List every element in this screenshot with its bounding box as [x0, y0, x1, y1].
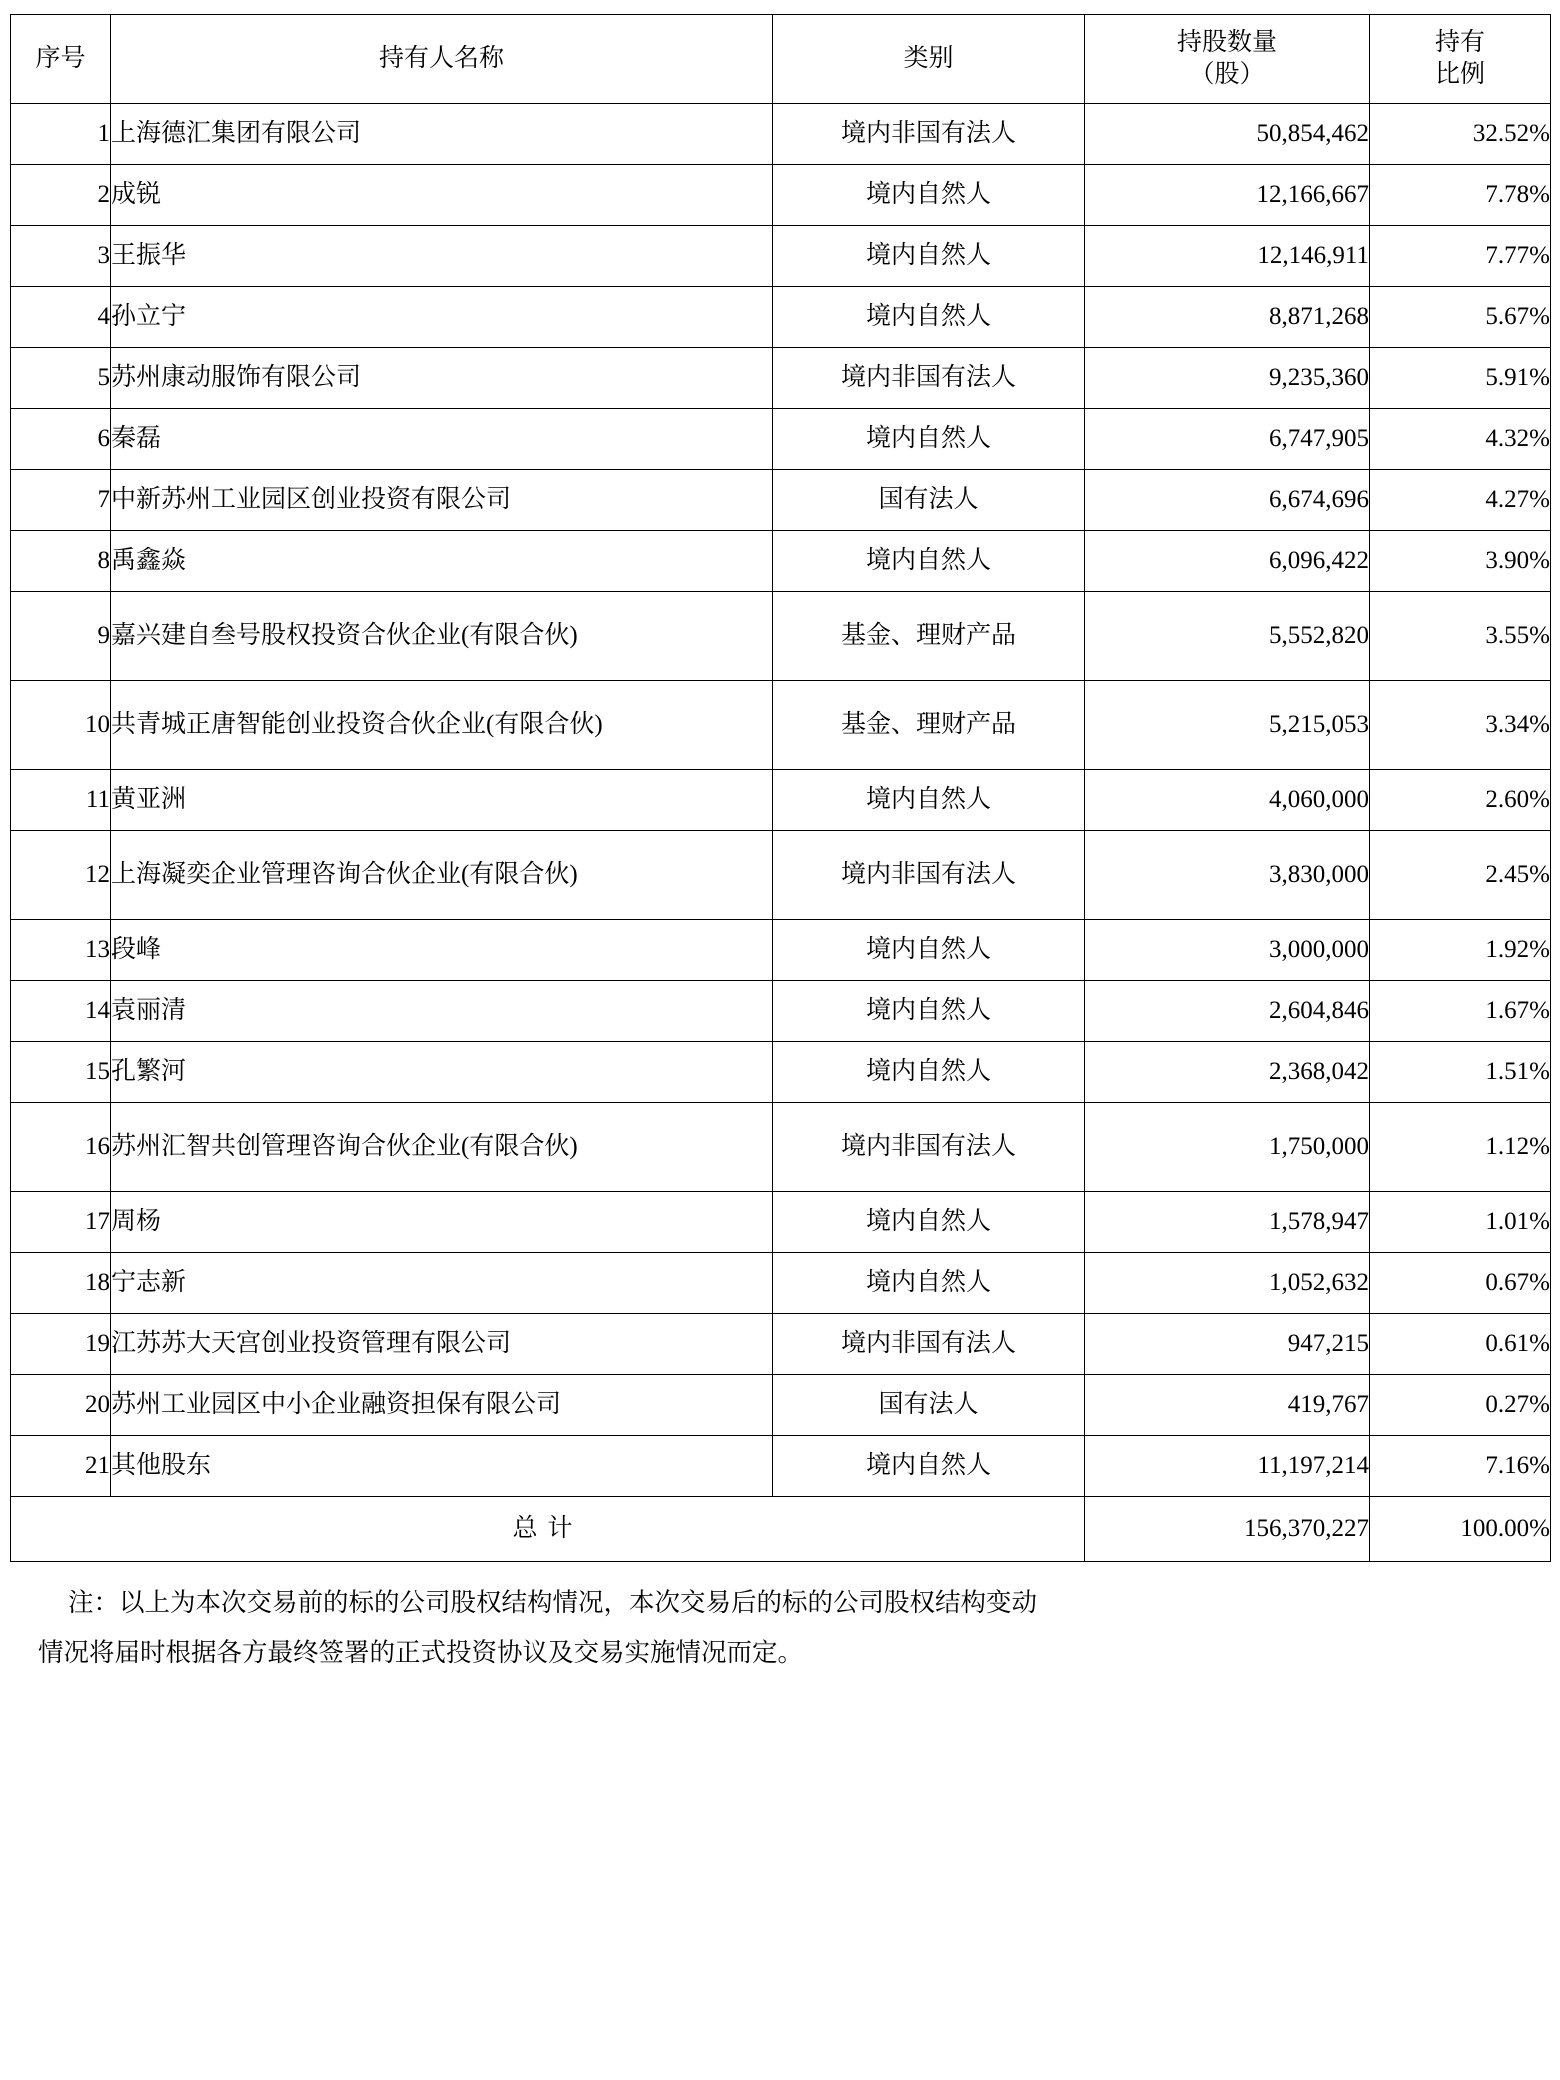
- cell-shares: 1,750,000: [1085, 1103, 1370, 1192]
- cell-shares: 3,830,000: [1085, 831, 1370, 920]
- cell-holder: 袁丽清: [111, 981, 773, 1042]
- table-row: [11, 592, 1551, 681]
- table-row: [11, 348, 1551, 409]
- cell-index: 6: [11, 409, 111, 470]
- column-header-shares-line1: 持股数量: [1176, 29, 1277, 56]
- cell-category: 境内自然人: [773, 1042, 1085, 1103]
- cell-index: 11: [11, 770, 111, 831]
- cell-holder: 苏州康动服饰有限公司: [111, 348, 773, 409]
- cell-holder: 宁志新: [111, 1253, 773, 1314]
- cell-ratio: 7.77%: [1370, 226, 1551, 287]
- table-row: [11, 226, 1551, 287]
- cell-category: 境内非国有法人: [773, 1314, 1085, 1375]
- cell-ratio: 3.34%: [1370, 681, 1551, 770]
- cell-ratio: 1.51%: [1370, 1042, 1551, 1103]
- cell-ratio: 0.67%: [1370, 1253, 1551, 1314]
- table-row: [11, 104, 1551, 165]
- cell-index: 2: [11, 165, 111, 226]
- cell-category: 境内非国有法人: [773, 104, 1085, 165]
- cell-category: 国有法人: [773, 1375, 1085, 1436]
- cell-index: 13: [11, 920, 111, 981]
- cell-shares: 11,197,214: [1085, 1436, 1370, 1497]
- cell-shares: 2,604,846: [1085, 981, 1370, 1042]
- table-row: [11, 681, 1551, 770]
- cell-holder: 王振华: [111, 226, 773, 287]
- cell-index: 21: [11, 1436, 111, 1497]
- cell-shares: 947,215: [1085, 1314, 1370, 1375]
- column-header-ratio: [1370, 15, 1551, 104]
- table-row: [11, 920, 1551, 981]
- cell-shares: 9,235,360: [1085, 348, 1370, 409]
- cell-holder: 江苏苏大天宫创业投资管理有限公司: [111, 1314, 773, 1375]
- total-ratio: 100.00%: [1370, 1497, 1551, 1562]
- cell-ratio: 5.67%: [1370, 287, 1551, 348]
- cell-ratio: 1.67%: [1370, 981, 1551, 1042]
- cell-index: 12: [11, 831, 111, 920]
- table-note: [10, 1578, 1550, 1677]
- table-header: [11, 15, 1551, 104]
- cell-shares: 5,215,053: [1085, 681, 1370, 770]
- cell-index: 18: [11, 1253, 111, 1314]
- table-row: [11, 831, 1551, 920]
- cell-holder: 中新苏州工业园区创业投资有限公司: [111, 470, 773, 531]
- cell-holder: 共青城正唐智能创业投资合伙企业(有限合伙): [111, 681, 773, 770]
- cell-ratio: 4.32%: [1370, 409, 1551, 470]
- table-row: [11, 531, 1551, 592]
- cell-shares: 3,000,000: [1085, 920, 1370, 981]
- cell-index: 20: [11, 1375, 111, 1436]
- table-row: [11, 409, 1551, 470]
- table-row: [11, 1192, 1551, 1253]
- cell-shares: 50,854,462: [1085, 104, 1370, 165]
- cell-category: 境内自然人: [773, 165, 1085, 226]
- cell-holder: 成锐: [111, 165, 773, 226]
- cell-ratio: 2.45%: [1370, 831, 1551, 920]
- cell-index: 9: [11, 592, 111, 681]
- cell-index: 3: [11, 226, 111, 287]
- cell-ratio: 1.01%: [1370, 1192, 1551, 1253]
- cell-holder: 孔繁河: [111, 1042, 773, 1103]
- cell-holder: 嘉兴建自叁号股权投资合伙企业(有限合伙): [111, 592, 773, 681]
- column-header-shares: [1085, 15, 1370, 104]
- cell-shares: 6,747,905: [1085, 409, 1370, 470]
- cell-category: 境内自然人: [773, 287, 1085, 348]
- cell-ratio: 7.78%: [1370, 165, 1551, 226]
- cell-category: 境内非国有法人: [773, 348, 1085, 409]
- cell-index: 4: [11, 287, 111, 348]
- cell-holder: 秦磊: [111, 409, 773, 470]
- cell-holder: 段峰: [111, 920, 773, 981]
- cell-index: 1: [11, 104, 111, 165]
- cell-category: 国有法人: [773, 470, 1085, 531]
- cell-category: 基金、理财产品: [773, 681, 1085, 770]
- cell-shares: 4,060,000: [1085, 770, 1370, 831]
- cell-holder: 苏州汇智共创管理咨询合伙企业(有限合伙): [111, 1103, 773, 1192]
- table-header-row: [11, 15, 1551, 104]
- column-header-shares-line2: （股）: [1189, 61, 1265, 88]
- cell-category: 境内自然人: [773, 1192, 1085, 1253]
- cell-index: 19: [11, 1314, 111, 1375]
- cell-shares: 12,146,911: [1085, 226, 1370, 287]
- cell-holder: 其他股东: [111, 1436, 773, 1497]
- cell-shares: 6,674,696: [1085, 470, 1370, 531]
- cell-shares: 8,871,268: [1085, 287, 1370, 348]
- cell-holder: 禹鑫焱: [111, 531, 773, 592]
- shareholder-structure-table: [10, 14, 1551, 1562]
- column-header-category: 类别: [773, 15, 1085, 104]
- cell-index: 14: [11, 981, 111, 1042]
- column-header-ratio-line2: 比例: [1434, 61, 1485, 88]
- cell-holder: 上海凝奕企业管理咨询合伙企业(有限合伙): [111, 831, 773, 920]
- note-line-2: 情况将届时根据各方最终签署的正式投资协议及交易实施情况而定。: [38, 1637, 804, 1667]
- cell-index: 8: [11, 531, 111, 592]
- cell-ratio: 2.60%: [1370, 770, 1551, 831]
- cell-category: 境内自然人: [773, 1436, 1085, 1497]
- cell-category: 基金、理财产品: [773, 592, 1085, 681]
- cell-index: 5: [11, 348, 111, 409]
- column-header-index: 序号: [11, 15, 111, 104]
- cell-ratio: 0.61%: [1370, 1314, 1551, 1375]
- cell-shares: 419,767: [1085, 1375, 1370, 1436]
- cell-ratio: 32.52%: [1370, 104, 1551, 165]
- cell-holder: 周杨: [111, 1192, 773, 1253]
- cell-ratio: 3.55%: [1370, 592, 1551, 681]
- note-line-1-text: 注：以上为本次交易前的标的公司股权结构情况，本次交易后的标的公司股权结构变动: [68, 1588, 1038, 1617]
- total-shares: 156,370,227: [1085, 1497, 1370, 1562]
- table-row: [11, 1253, 1551, 1314]
- table-row: [11, 770, 1551, 831]
- cell-index: 16: [11, 1103, 111, 1192]
- cell-category: 境内非国有法人: [773, 1103, 1085, 1192]
- cell-ratio: 0.27%: [1370, 1375, 1551, 1436]
- cell-category: 境内自然人: [773, 226, 1085, 287]
- cell-ratio: 5.91%: [1370, 348, 1551, 409]
- table-body: [11, 104, 1551, 1562]
- cell-index: 17: [11, 1192, 111, 1253]
- table-row: [11, 1375, 1551, 1436]
- total-label: 总计: [11, 1497, 1085, 1562]
- cell-shares: 1,578,947: [1085, 1192, 1370, 1253]
- note-line-1: [38, 1578, 1534, 1628]
- table-row: [11, 1314, 1551, 1375]
- cell-holder: 上海德汇集团有限公司: [111, 104, 773, 165]
- cell-category: 境内自然人: [773, 920, 1085, 981]
- cell-category: 境内自然人: [773, 981, 1085, 1042]
- table-row: [11, 981, 1551, 1042]
- cell-shares: 2,368,042: [1085, 1042, 1370, 1103]
- cell-category: 境内非国有法人: [773, 831, 1085, 920]
- table-row: [11, 1042, 1551, 1103]
- cell-shares: 5,552,820: [1085, 592, 1370, 681]
- table-row: [11, 1103, 1551, 1192]
- cell-shares: 6,096,422: [1085, 531, 1370, 592]
- cell-shares: 12,166,667: [1085, 165, 1370, 226]
- cell-holder: 孙立宁: [111, 287, 773, 348]
- cell-index: 15: [11, 1042, 111, 1103]
- column-header-holder: 持有人名称: [111, 15, 773, 104]
- table-row: [11, 1436, 1551, 1497]
- column-header-ratio-line1: 持有: [1434, 29, 1485, 56]
- cell-ratio: 3.90%: [1370, 531, 1551, 592]
- table-row: [11, 287, 1551, 348]
- cell-category: 境内自然人: [773, 531, 1085, 592]
- table-total-row: [11, 1497, 1551, 1562]
- cell-ratio: 4.27%: [1370, 470, 1551, 531]
- cell-ratio: 7.16%: [1370, 1436, 1551, 1497]
- table-row: [11, 165, 1551, 226]
- cell-index: 7: [11, 470, 111, 531]
- cell-holder: 黄亚洲: [111, 770, 773, 831]
- table-row: [11, 470, 1551, 531]
- cell-holder: 苏州工业园区中小企业融资担保有限公司: [111, 1375, 773, 1436]
- cell-category: 境内自然人: [773, 770, 1085, 831]
- cell-ratio: 1.12%: [1370, 1103, 1551, 1192]
- cell-category: 境内自然人: [773, 1253, 1085, 1314]
- cell-shares: 1,052,632: [1085, 1253, 1370, 1314]
- cell-index: 10: [11, 681, 111, 770]
- cell-ratio: 1.92%: [1370, 920, 1551, 981]
- cell-category: 境内自然人: [773, 409, 1085, 470]
